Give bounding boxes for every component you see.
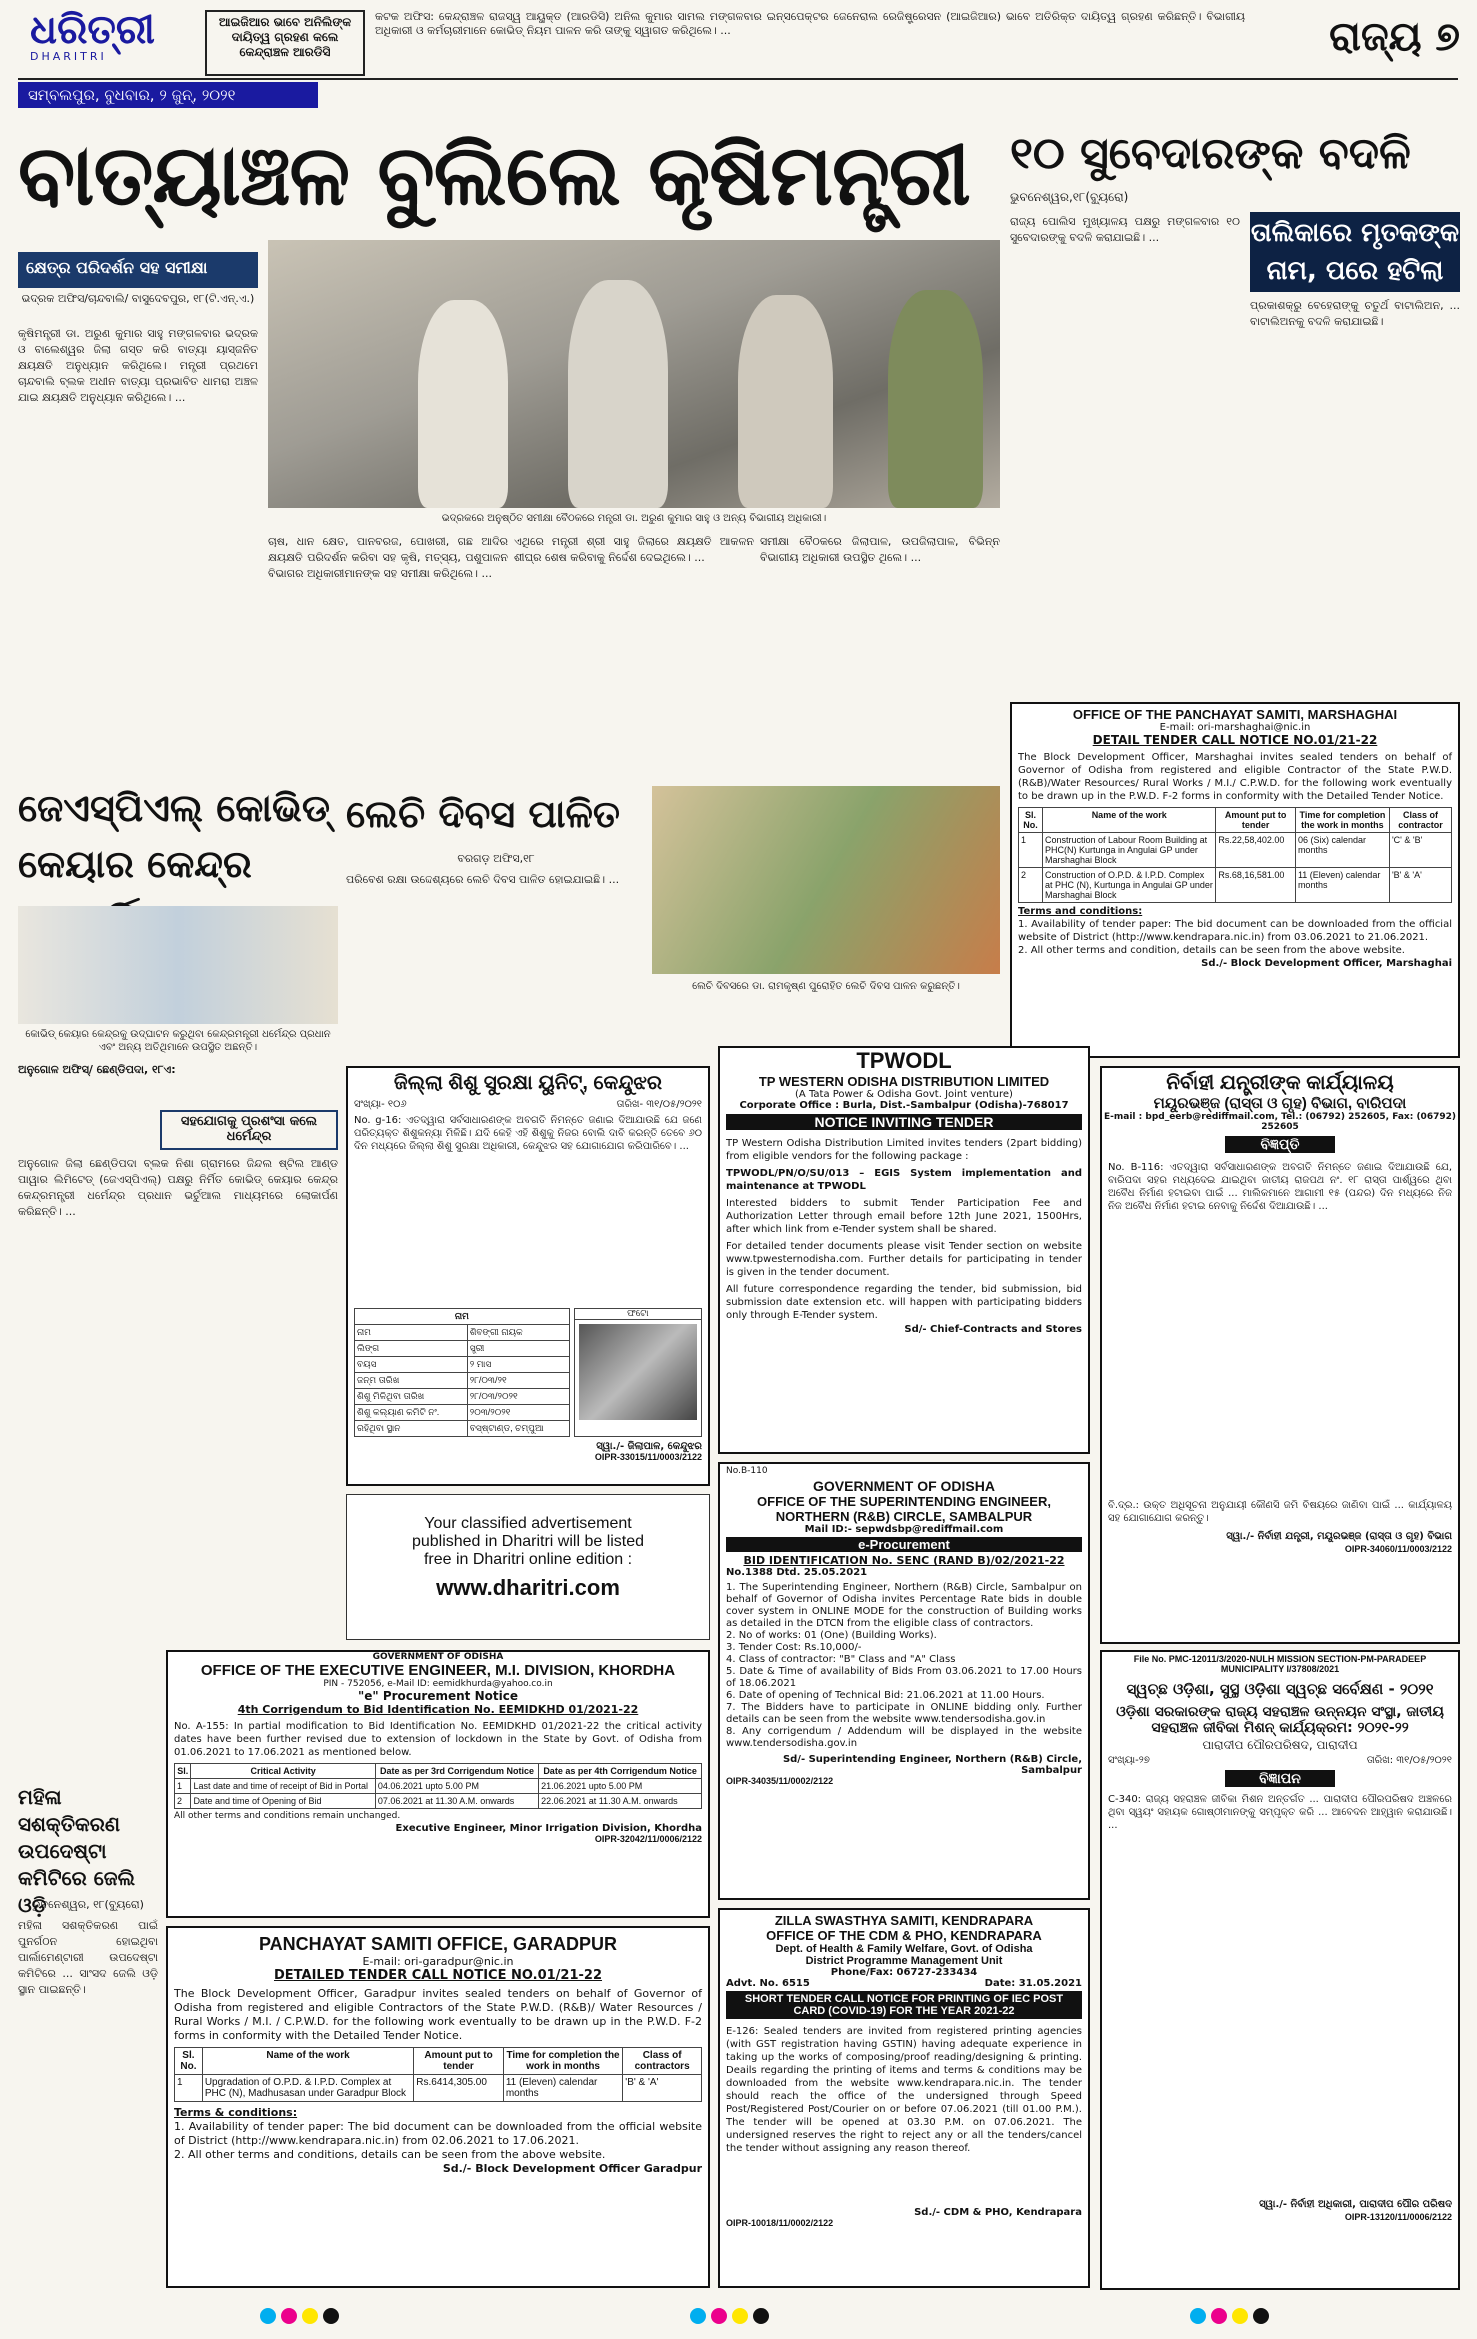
letu-body: ପରିବେଶ ରକ୍ଷା ଉଦ୍ଦେଶ୍ୟରେ ଲେଚି ଦିବସ ପାଳିତ ହୋଇଯାଇଛି। ... [346, 873, 620, 886]
table-cell: ଶିବଙ୍ଗୀ ନାୟକ [467, 1325, 569, 1341]
table-row [1019, 833, 1452, 868]
table-cell: ନାମ [355, 1325, 468, 1341]
ad-garadpur [166, 1926, 710, 2288]
table-row [355, 1325, 570, 1341]
ad-signature: Sd/- Chief-Contracts and Stores [904, 1324, 1082, 1335]
table-cell: 'B' & 'A' [623, 2075, 702, 2102]
lead-body-col-4: ସମୀକ୍ଷା ବୈଠକରେ ଜିଲାପାଳ, ଉପଜିଲାପାଳ, ବିଭିନ୍ନ ବିଭାଗୀୟ ଅଧିକାରୀ ଉପସ୍ଥିତ ଥିଲେ। ... [760, 535, 1000, 564]
photo-label: ଫଟୋ [575, 1309, 701, 1320]
magenta-mark [281, 2308, 297, 2324]
table-cell: Rs.22,58,402.00 [1216, 833, 1296, 868]
ad-bid-id: BID IDENTIFICATION No. SENC (RAND B)/02/2021-22 [743, 1554, 1065, 1567]
ad-khordha [166, 1650, 710, 1918]
ad-email: E-mail: ori-marshaghai@nic.in [1159, 722, 1311, 733]
ad-classified-promo [346, 1494, 710, 1640]
section-page-label: ରାଜ୍ୟ ୭ [1329, 14, 1460, 60]
ad-label: ବିଜ୍ଞାପନ [1225, 1770, 1335, 1787]
lead-photo-caption: ଭଦ୍ରକରେ ଅନୁଷ୍ଠିତ ସମୀକ୍ଷା ବୈଠକରେ ମନ୍ତ୍ରୀ ଡା. ଅରୁଣ କୁମାର ସାହୁ ଓ ଅନ୍ୟ ବିଭାଗୀୟ ଅଧିକାରୀ। [441, 513, 827, 524]
ad-title: OFFICE OF THE EXECUTIVE ENGINEER, M.I. DIVISION, KHORDHA [200, 1662, 676, 1679]
ad-item: 6. Date of opening of Technical Bid: 21.06.2021 at 11.00 Hours. [726, 1690, 1045, 1701]
table-header: Time for completion the work in months [503, 2048, 622, 2075]
ad-title: ଜିଲ୍ଲା ଶିଶୁ ସୁରକ୍ଷା ୟୁନିଟ୍, କେନ୍ଦୁଝର [393, 1072, 663, 1094]
lead-byline: ଭଦ୍ରକ ଅଫିସ/ଚାନ୍ଦବାଲି/ ବାସୁଦେବପୁର, ୧୮(ଟି.ଏନ୍.ଏ.) [21, 292, 255, 305]
table-cell: ୨୮/୦୩/୨୧ [467, 1373, 569, 1389]
ad-banner: SHORT TENDER CALL NOTICE FOR PRINTING OF IEC POST CARD (COVID-19) FOR THE YEAR 2021-22 [726, 1991, 1082, 2019]
black-mark [753, 2308, 769, 2324]
ad-body: No. g-16: ଏତଦ୍ୱାରା ସର୍ବସାଧାରଣଙ୍କ ଅବଗତି ନିମନ୍ତେ ଜଣାଇ ଦିଆଯାଉଛି ଯେ ଜଣେ ପରିତ୍ୟକ୍ତ ଶିଶୁକନ୍ୟା ମିଳିଛି। ଯଦି କେହି ଏହି ଶିଶୁକୁ ନିଜର ବୋଲି ଦାବି କରନ୍ତି ତେବେ ୬୦ ଦିନ ମଧ୍ୟରେ ଜିଲ୍ଲା ଶିଶୁ ସୁରକ୍ଷା ଅଧିକାରୀ, କେନ୍ଦୁଝର ସହ ଯୋଗାଯୋଗ କରିପାରିବେ। ... [354, 1115, 702, 1152]
table-header: Amount put to tender [1216, 808, 1296, 833]
lead-body-col-2: ଚାଷ, ଧାନ କ୍ଷେତ, ପାନବରଜ, ପୋଖରୀ, ଗଛ ଆଦିର କ୍ଷୟକ୍ଷତି ପରିଦର୍ଶନ କରିବା ସହ କୃଷି, ମତ୍ସ୍ୟ, ପଶୁପାଳନ ବିଭାଗର ଅଧିକାରୀମାନଙ୍କ ସହ ସମୀକ୍ଷା କରିଥିଲେ। ... [268, 535, 508, 580]
ad-pin: PIN - 752056, e-Mail ID: eemidkhurda@yahoo.co.in [323, 1679, 553, 1689]
table-header: Class of contractors [623, 2048, 702, 2075]
table-header: Class of contractor [1389, 808, 1451, 833]
table-cell: ଶିଶୁ ମିଳିଥିବା ତାରିଖ [355, 1389, 468, 1405]
mahila-body: ମହିଳା ସଶକ୍ତିକରଣ ପାଇଁ ପୁନର୍ଗଠନ ହୋଇଥିବା ପାର୍ଲାମେଣ୍ଟାରୀ ଉପଦେଷ୍ଟା କମିଟିରେ ... ସାଂସଦ ଜେଲି ଓଡ଼ି ସ୍ଥାନ ପାଇଛନ୍ତି। [18, 1919, 158, 1996]
covid-byline: ଅନୁଗୋଳ ଅଫିସ୍/ ଛେଣ୍ଡିପଦା, ୧୮ଏ: [18, 1063, 176, 1076]
table-cell: 1 [1019, 833, 1043, 868]
table-cell: 'C' & 'B' [1389, 833, 1451, 868]
table-row [355, 1373, 570, 1389]
black-mark [1253, 2308, 1269, 2324]
table-header: Critical Activity [191, 1764, 375, 1779]
table-cell: 11 (Eleven) calendar months [1295, 868, 1389, 903]
ad-signature: Sd/- Superintending Engineer, Northern (R&B) Circle, Sambalpur [782, 1754, 1082, 1776]
table-header: Time for completion the work in months [1295, 808, 1389, 833]
logo-subtext: DHARITRI [30, 50, 107, 63]
mahila-dateline: ଭୁବନେଶ୍ୱର, ୧୮(ବ୍ୟୁରୋ) [32, 1898, 144, 1911]
cyan-mark [260, 2308, 276, 2324]
ad-title: ନିର୍ବାହୀ ଯନ୍ତ୍ରୀଙ୍କ କାର୍ଯ୍ୟାଳୟ [1166, 1072, 1394, 1094]
yellow-mark [1232, 2308, 1248, 2324]
table-row [355, 1389, 570, 1405]
ad-file-no: File No. PMC-12011/3/2020-NULH MISSION SECTION-PM-PARADEEP MUNICIPALITY I/37808/2021 [1133, 1654, 1427, 1674]
yellow-mark [732, 2308, 748, 2324]
table-cell: 11 (Eleven) calendar months [503, 2075, 622, 2102]
ad-subtitle: (A Tata Power & Odisha Govt. Joint venture) [795, 1089, 1013, 1100]
letu-caption: ଲେଚି ଦିବସରେ ଡା. ରାମକୃଷ୍ଣ ପୁରୋହିତ ଲେଚି ଦିବସ ପାଳନ କରୁଛନ୍ତି। [692, 981, 960, 992]
ad-subtitle: OFFICE OF THE SUPERINTENDING ENGINEER, NORTHERN (R&B) CIRCLE, SAMBALPUR [757, 1494, 1051, 1524]
ad-signature: Sd./- Block Development Officer, Marshaghai [1201, 958, 1452, 969]
ad-paradeep [1100, 1650, 1460, 2290]
letu-photo [652, 786, 1000, 974]
ad-item: 4. Class of contractor: "B" Class and "A" Class [726, 1654, 956, 1665]
ad-title: GOVERNMENT OF ODISHA [812, 1478, 995, 1494]
table-cell: ଶିଶୁ କଲ୍ୟାଣ କମିଟି ନଂ. [355, 1405, 468, 1421]
letu-byline: ବରଗଡ଼ ଅଫିସ,୧୮ [457, 852, 535, 865]
ad-proc: "e" Procurement Notice [358, 1689, 518, 1703]
ad-corrigendum: 4th Corrigendum to Bid Identification No. EEMIDKHD 01/2021-22 [237, 1703, 639, 1716]
ad-title: ZILLA SWASTHYA SAMITI, KENDRAPARA [774, 1913, 1034, 1928]
lead-photo [268, 240, 1000, 508]
promo-line: Your classified advertisement [424, 1515, 632, 1532]
ad-oipr: OIPR-33015/11/0003/2122 [594, 1452, 702, 1462]
ad-ref: No.1388 Dtd. 25.05.2021 [726, 1567, 868, 1578]
print-color-marks [1190, 2308, 1310, 2328]
ad-tpwodl [718, 1046, 1090, 1454]
ad-para: TP Western Odisha Distribution Limited invites tenders (2part bidding) from eligible vendors for the following package : [726, 1138, 1082, 1162]
ad-title: ଓଡ଼ିଶା ସରକାରଙ୍କ ରାଜ୍ୟ ସହରାଞ୍ଚଳ ଉନ୍ନୟନ ସଂସ୍ଥା, ଜାତୀୟ ସହରାଞ୍ଚଳ ଜୀବିକା ମିଶନ୍ କାର୍ଯ୍ୟକ୍ରମ: ୨୦୨୧-୨୨ [1116, 1704, 1444, 1736]
ad-body: C-340: ରାଜ୍ୟ ସହରାଞ୍ଚଳ ଜୀବିକା ମିଶନ ଅନ୍ତର୍ଗତ ... ପାରାଦୀପ ପୌରପରିଷଦ ଅଞ୍ଚଳରେ ଥିବା ସ୍ୱୟଂ ସହାୟକ ଗୋଷ୍ଠୀମାନଙ୍କୁ ସମ୍ପୃକ୍ତ କରି ... ଆବେଦନ ଆହ୍ୱାନ କରାଯାଉଛି। ... [1108, 1794, 1452, 1831]
table-cell: 1 [175, 1779, 191, 1794]
ad-body: No. B-116: ଏତଦ୍ୱାରା ସର୍ବସାଧାରଣଙ୍କ ଅବଗତି ନିମନ୍ତେ ଜଣାଇ ଦିଆଯାଉଛି ଯେ, ବାରିପଦା ସହର ମଧ୍ୟଦେଇ ଯାଇଥିବା ଜାତୀୟ ରାଜପଥ ନଂ. ୧୮ ରାସ୍ତା ପାର୍ଶ୍ୱରେ ଥିବା ଅବୈଧ ନିର୍ମାଣ ହଟାଇବା ପାଇଁ ... ମାଲିକମାନେ ଆଗାମୀ ୧୫ (ପନ୍ଦର) ଦିନ ମଧ୍ୟରେ ନିଜ ନିଜ ଅବୈଧ ନିର୍ମାଣ ହଟାଇ ନେବାକୁ ନିର୍ଦ୍ଦେଶ ଦିଆଯାଉଛି। ... [1108, 1162, 1452, 1212]
table-row [355, 1357, 570, 1373]
table-cell: Rs.68,16,581.00 [1216, 868, 1296, 903]
cyan-mark [1190, 2308, 1206, 2324]
ad-dept: Dept. of Health & Family Welfare, Govt. of Odisha [775, 1943, 1033, 1955]
table-cell: 22.06.2021 at 11.30 A.M. onwards [539, 1794, 702, 1809]
photo-person [888, 290, 983, 508]
ad-item: 7. The Bidders have to participate in ONLINE bidding only. Further details can be seen from the website www.tendersodisha.gov.in [726, 1702, 1082, 1725]
lead-body-col-3: ଏଥିରେ ମନ୍ତ୍ରୀ ଶ୍ରୀ ସାହୁ ଜିଲାରେ କ୍ଷୟକ୍ଷତି ଆକଳନ ଶୀଘ୍ର ଶେଷ କରିବାକୁ ନିର୍ଦ୍ଦେଶ ଦେଇଥିଲେ। ... [514, 535, 754, 564]
ad-date: ତାରିଖ: ୩୧/୦୫/୨୦୨୧ [1366, 1755, 1452, 1766]
ad-gov: GOVERNMENT OF ODISHA [372, 1652, 504, 1662]
ad-contact: E-mail : bpd_eerb@rediffmail.com, Tel.: (06792) 252605, Fax: (06792) 252605 [1104, 1112, 1456, 1132]
second-headline: ୧୦ ସୁବେଦାରଙ୍କ ବଦଳି [1010, 128, 1411, 179]
tender-table [174, 2047, 702, 2102]
ad-title: PANCHAYAT SAMITI OFFICE, GARADPUR [258, 1934, 618, 1954]
ad-note: All other terms and conditions remain unchanged. [174, 1811, 401, 1821]
ad-signature: ସ୍ୱା./- ନିର୍ବାହୀ ଯନ୍ତ୍ରୀ, ମୟୂରଭଞ୍ଜ (ରାସ୍ତା ଓ ଗୃହ) ବିଭାଗ [1226, 1531, 1452, 1542]
ad-body: E-126: Sealed tenders are invited from registered printing agencies (with GST registration having GSTIN) having adequate experience in taking up the works of composing/proof reading/designing & printing. Deails regarding the printing of items and terms & conditions may be downloaded from the website www.kendrapara.nic.in. The tender should reach the office of the undersigned through Speed Post/Registered Post/Courier on or before 07.06.2021 (till 01.00 P.M.). The tender will be opened at 03.30 P.M. on 07.06.2021. The undersigned reserves the right to reject any or all the tenders/cancel the tender without assigning any reason thereof. [726, 2026, 1082, 2154]
photo-person [568, 280, 668, 508]
ad-signature: Sd./- CDM & PHO, Kendrapara [914, 2207, 1082, 2218]
terms-title: Terms and conditions: [1018, 906, 1143, 917]
covid-highlight-box: ସହଯୋଗକୁ ପ୍ରଶଂସା କଲେ ଧର୍ମେନ୍ଦ୍ର [160, 1110, 338, 1150]
ad-para: For detailed tender documents please visit Tender section on website www.tpwesternodisha.com. Further details for participating in tender is given in the tender document. [726, 1241, 1082, 1278]
lead-body-col-1: କୃଷିମନ୍ତ୍ରୀ ଡା. ଅରୁଣ କୁମାର ସାହୁ ମଙ୍ଗଳବାର ଭଦ୍ରକ ଓ ବାଲେଶ୍ୱର ଜିଲା ଗସ୍ତ କରି ବାତ୍ୟା ୟାସ୍‌ଜନିତ କ୍ଷୟକ୍ଷତି ଅନୁଧ୍ୟାନ କରିଥିଲେ। ମନ୍ତ୍ରୀ ପ୍ରଥମେ ଚାନ୍ଦବାଲି ବ୍ଲକ ଅଧୀନ ବାତ୍ୟା ପ୍ରଭାବିତ ଧାମରା ଅଞ୍ଚଳ ଯାଇ କ୍ଷୟକ୍ଷତି ଅନୁଧ୍ୟାନ କରିଥିଲେ। ... [18, 327, 258, 404]
ad-title: OFFICE OF THE PANCHAYAT SAMITI, MARSHAGHAI [1072, 707, 1398, 722]
table-cell: ରହିଥିବା ସ୍ଥାନ [355, 1421, 468, 1437]
print-color-marks [690, 2308, 810, 2328]
table-cell: 21.06.2021 upto 5.00 PM [539, 1779, 702, 1794]
ad-notice-no: DETAIL TENDER CALL NOTICE NO.01/21-22 [1092, 733, 1378, 747]
lead-subhead: କ୍ଷେତ୍ର ପରିଦର୍ଶନ ସହ ସମୀକ୍ଷା [18, 252, 258, 288]
table-header: Name of the work [202, 2048, 413, 2075]
terms-line: 1. Availability of tender paper: The bid document can be downloaded from the official website of District (http://www.kendrapara.nic.in) from 02.06.2021 to 17.06.2021. [174, 2120, 702, 2147]
terms-line: 2. All other terms and condition, details can be seen from the above website. [1018, 945, 1405, 956]
tender-table [1018, 807, 1452, 903]
second-body-col-1: ରାଜ୍ୟ ପୋଲିସ ମୁଖ୍ୟାଳୟ ପକ୍ଷରୁ ମଙ୍ଗଳବାର ୧୦ ସୁବେଦାରଙ୍କୁ ବଦଳି କରାଯାଇଛି। ... [1010, 215, 1240, 244]
table-cell: Rs.6414,305.00 [414, 2075, 504, 2102]
ad-unit: District Programme Management Unit [805, 1955, 1003, 1967]
ad-oipr: OIPR-13120/11/0006/2122 [1344, 2212, 1452, 2222]
promo-line: free in Dharitri online edition : [423, 1551, 633, 1568]
table-cell: 2 [1019, 868, 1043, 903]
ad-note: ବି.ଦ୍ର.: ଉକ୍ତ ଅଧିସୂଚନା ଅନୁଯାୟୀ କୌଣସି ଜମି ବିଷୟରେ ଜାଣିବା ପାଇଁ ... କାର୍ଯ୍ୟାଳୟ ସହ ଯୋଗାଯୋଗ କରନ୍ତୁ। [1108, 1500, 1452, 1524]
table-cell: Construction of O.P.D. & I.P.D. Complex at PHC (N), Kurtunga in Angulai GP under Marshaghai Block [1043, 868, 1216, 903]
ad-label: ବିଜ୍ଞପ୍ତି [1225, 1136, 1335, 1153]
table-header: Amount put to tender [414, 2048, 504, 2075]
second-body-col-2: ପ୍ରକାଶକ୍ରୁ ବେହେରାଙ୍କୁ ଚତୁର୍ଥ ବାଟାଲିଅନ, ... ବାଟାଲିଅନକୁ ବଦଳି କରାଯାଇଛି। [1250, 299, 1460, 328]
child-details-table [354, 1308, 570, 1437]
ad-number: ସଂଖ୍ୟା-୨୭ [1108, 1755, 1150, 1766]
top-news-brief: କଟକ ଅଫିସ: କେନ୍ଦ୍ରାଞ୍ଚଳ ରାଜସ୍ୱ ଆୟୁକ୍ତ (ଆରଡିସି) ଅନିଲ କୁମାର ସାମଲ ମଙ୍ଗଳବାର ଇନ୍‌ସପେକ୍ଟର ଜେନେରାଲ ରେଜିଷ୍ଟ୍ରେସନ (ଆଇଜିଆର) ଭାବେ ଅତିରିକ୍ତ ଦାୟିତ୍ୱ ଗ୍ରହଣ କରିଛନ୍ତି। ବିଭାଗୀୟ ଅଧିକାରୀ ଓ କର୍ମଚାରୀମାନେ କୋଭିଡ୍ ନିୟମ ପାଳନ କରି ତାଙ୍କୁ ସ୍ୱାଗତ କରିଥିଲେ। ... [375, 10, 1245, 37]
table-header: Date as per 4th Corrigendum Notice [539, 1764, 702, 1779]
ad-text: The Block Development Officer, Garadpur invites sealed tenders on behalf of Governor of Odisha from registered and eligible Contractors of the State P.W.D. (R&B)/ Water Resources / Rural Works / M.I. / C.P.W.D. for the following work eventually to be drawn up in the P.W.D. F-2 forms in conformity with the Detailed Tender Notice. [174, 1987, 702, 2042]
ad-subtitle: OFFICE OF THE CDM & PHO, KENDRAPARA [766, 1928, 1042, 1943]
ad-kendrapara [718, 1908, 1090, 2288]
table-row [175, 1779, 702, 1794]
logo-text: ଧରିତ୍ରୀ [30, 7, 155, 53]
ad-item: 5. Date & Time of availability of Bids From 03.06.2021 to 17.00 Hours of 18.06.2021 [726, 1666, 1082, 1689]
ad-para: TPWODL/PN/O/SU/013 – EGIS System implementation and maintenance at TPWODL [726, 1168, 1082, 1192]
ad-office: ପାରାଦୀପ ପୌରପରିଷଦ, ପାରାଦୀପ [1202, 1738, 1358, 1752]
second-dateline: ଭୁବନେଶ୍ୱର,୧୮(ବ୍ୟୁରୋ) [1010, 190, 1129, 204]
table-header: Name of the work [1043, 808, 1216, 833]
ad-text: The Block Development Officer, Marshaghai invites sealed tenders on behalf of Governor of Odisha from registered and eligible Contractor of the State P.W.D. (R&B)/Water Resources/ Rural Works / M.I./ C.P.W.D. for the following work eventually to be drawn up in the P.W.D. F-2 forms in conformity with the Detailed Tender Notice. [1018, 752, 1452, 802]
ad-item: 8. Any corrigendum / Addendum will be displayed in the website www.tendersodisha.gov.in [726, 1726, 1082, 1749]
table-header: Date as per 3rd Corrigendum Notice [375, 1764, 538, 1779]
ad-para: All future correspondence regarding the tender, bid submission, bid submission date extension etc. will happen with participating bidders only through E-Tender system. [726, 1284, 1082, 1321]
magenta-mark [711, 2308, 727, 2324]
ad-oipr: OIPR-10018/11/0002/2122 [726, 2218, 834, 2228]
terms-line: 2. All other terms and conditions, details can be seen from the above website. [174, 2148, 606, 2161]
ad-title: TP WESTERN ODISHA DISTRIBUTION LIMITED [758, 1074, 1050, 1089]
black-mark [323, 2308, 339, 2324]
table-cell: ୨ ମାସ [467, 1357, 569, 1373]
ad-brand: TPWODL [856, 1048, 952, 1073]
critical-dates-table [174, 1763, 702, 1809]
yellow-mark [302, 2308, 318, 2324]
table-cell: ଲିଙ୍ଗ [355, 1341, 468, 1357]
ad-subtitle: ମୟୂରଭଞ୍ଜ (ରାସ୍ତା ଓ ଗୃହ) ବିଭାଗ, ବାରିପଦା [1153, 1095, 1407, 1112]
table-cell: 'B' & 'A' [1389, 868, 1451, 903]
ad-date: ତାରିଖ- ୩୧/୦୫/୨୦୨୧ [616, 1099, 702, 1110]
photo-person [418, 300, 508, 508]
table-cell: 04.06.2021 upto 5.00 PM [375, 1779, 538, 1794]
lead-headline: ବାତ୍ୟାଞ୍ଚଳ ବୁଲିଲେ କୃଷିମନ୍ତ୍ରୀ [18, 126, 970, 224]
table-cell: 06 (Six) calendar months [1295, 833, 1389, 868]
table-cell: Last date and time of receipt of Bid in Portal [191, 1779, 375, 1794]
table-header: ନାମ [355, 1309, 570, 1325]
terms-title: Terms & conditions: [174, 2106, 298, 2119]
ad-text: No. A-155: In partial modification to Bid Identification No. EEMIDKHD 01/2021-22 the critical activity dates have been further revised due to extension of lockdown in the State by Govt. of Odisha from 01.06.2021 to 17.06.2021 as mentioned below. [174, 1721, 702, 1758]
dharitri-logo [30, 7, 180, 66]
ad-signature: ସ୍ୱା./- ନିର୍ବାହୀ ଅଧିକାରୀ, ପାରାଦୀପ ପୌର ପରିଷଦ [1259, 2199, 1452, 2210]
child-photo [579, 1324, 697, 1420]
ad-item: 1. The Superintending Engineer, Northern (R&B) Circle, Sambalpur on behalf of Governor of Odisha invites Percentage Rate bids in double cover system in ONLINE MODE for the construction of Building works as detailed in the DTCN from the eligible class of contractors. [726, 1582, 1082, 1629]
ad-email: E-mail: ori-garadpur@nic.in [362, 1955, 514, 1968]
ad-signature: Executive Engineer, Minor Irrigation Division, Khordha [395, 1823, 702, 1834]
ad-child-protection [346, 1066, 710, 1486]
table-cell: 07.06.2021 at 11.30 A.M. onwards [375, 1794, 538, 1809]
table-row [175, 1794, 702, 1809]
table-header: Sl. [175, 1764, 191, 1779]
table-cell: Upgradation of O.P.D. & I.P.D. Complex at PHC (N), Madhusasan under Garadpur Block [202, 2075, 413, 2102]
ad-date: Date: 31.05.2021 [984, 1978, 1082, 1989]
ad-item: 3. Tender Cost: Rs.10,000/- [726, 1642, 862, 1653]
ad-signature: Sd./- Block Development Officer Garadpur [442, 2162, 702, 2175]
covid-photo-caption: କୋଭିଡ୍ କେୟାର କେନ୍ଦ୍ରକୁ ଉଦ୍‌ଘାଟନ କରୁଥିବା କେନ୍ଦ୍ରମନ୍ତ୍ରୀ ଧର୍ମେନ୍ଦ୍ର ପ୍ରଧାନ ଏବଂ ଅନ୍ୟ ଅତିଥିମାନେ ଉପସ୍ଥିତ ଅଛନ୍ତି। [25, 1029, 331, 1053]
mahila-headline: ମହିଳା ସଶକ୍ତିକରଣ ଉପଦେଷ୍ଟା କମିଟିରେ ଜେଲି ଓଡ଼ି [18, 1785, 135, 1917]
ad-notice-banner: NOTICE INVITING TENDER [726, 1114, 1082, 1130]
ad-number: ସଂଖ୍ୟା- ୧୦୬ [354, 1099, 407, 1110]
ad-banner: ସ୍ୱଚ୍ଛ ଓଡ଼ିଶା, ସୁସ୍ଥ ଓଡ଼ିଶା ସ୍ୱଚ୍ଛ ସର୍ବେକ୍ଷଣ - ୨୦୨୧ [1126, 1680, 1434, 1698]
table-cell: 2 [175, 1794, 191, 1809]
ad-number: No.B-110 [726, 1466, 768, 1476]
table-row [355, 1341, 570, 1357]
ad-signature: ସ୍ୱା./- ଜିଲାପାଳ, କେନ୍ଦୁଝର [596, 1441, 702, 1452]
print-color-marks [260, 2308, 380, 2328]
covid-headline: ଜେଏସ୍‌ପିଏଲ୍ କୋଭିଡ୍ କେୟାର କେନ୍ଦ୍ର [18, 786, 331, 886]
table-header: Sl. No. [1019, 808, 1043, 833]
table-cell: ବସ୍‌ଷ୍ଟାଣ୍ଡ, ଚମ୍ପୁଆ [467, 1421, 569, 1437]
ad-mayurbhanj [1100, 1066, 1460, 1644]
table-row [355, 1405, 570, 1421]
table-row [1019, 868, 1452, 903]
magenta-mark [1211, 2308, 1227, 2324]
ad-notice-no: DETAILED TENDER CALL NOTICE NO.01/21-22 [273, 1968, 603, 1983]
ad-phone: Phone/Fax: 06727-233434 [830, 1967, 978, 1978]
promo-url[interactable]: www.dharitri.com [436, 1575, 620, 1600]
table-cell: ବୟସ [355, 1357, 468, 1373]
ad-office: Corporate Office : Burla, Dist.-Sambalpur (Odisha)-768017 [739, 1100, 1069, 1111]
table-cell: ୨୦୩/୨୦୨୧ [467, 1405, 569, 1421]
ad-marshaghai-tender [1010, 702, 1460, 1058]
table-header: Sl. No. [175, 2048, 203, 2075]
table-cell: ୨୮/୦୩/୨୦୨୧ [467, 1389, 569, 1405]
ad-mail: Mail ID:- sepwdsbp@rediffmail.com [804, 1524, 1004, 1535]
boxed-top-headline: ଆଇଜିଆର ଭାବେ ଅନିଲିଙ୍କ ଦାୟିତ୍ୱ ଗ୍ରହଣ କଲେ କେନ୍ଦ୍ରାଞ୍ଚଳ ଆରଡିସି [205, 10, 365, 76]
table-cell: Construction of Labour Room Building at PHC(N) Kurtunga in Angulai GP under Marshaghai Block [1043, 833, 1216, 868]
terms-line: 1. Availability of tender paper: The bid document can be downloaded from the official website of District (http://www.kendrapara.nic.in) from 03.06.2021 to 21.06.2021. [1018, 919, 1452, 943]
letu-headline: ଲେଚି ଦିବସ ପାଳିତ [346, 792, 621, 836]
table-cell: Date and time of Opening of Bid [191, 1794, 375, 1809]
ad-para: Interested bidders to submit Tender Participation Fee and Authorization Letter through email before 12th June 2021, 1500Hrs, after which link from e-Tender system shall be shared. [726, 1198, 1082, 1235]
ad-oipr: OIPR-32042/11/0006/2122 [594, 1834, 702, 1844]
ad-oipr: OIPR-34060/11/0003/2122 [1344, 1544, 1452, 1554]
issue-date: ସମ୍ବଲପୁର, ବୁଧବାର, ୨ ଜୁନ୍, ୨୦୨୧ [18, 82, 318, 108]
ad-item: 2. No of works: 01 (One) (Building Works). [726, 1630, 937, 1641]
table-cell: 1 [175, 2075, 203, 2102]
cyan-mark [690, 2308, 706, 2324]
covid-body: ଅନୁଗୋଳ ଜିଲା ଛେଣ୍ଡିପଦା ବ୍ଲକ ନିଶା ଗ୍ରାମରେ ଜିନ୍ଦଲ ଷ୍ଟିଲ ଆଣ୍ଡ ପାୱାର ଲିମିଟେଡ୍ (ଜେଏସ୍‌ପିଏଲ୍) ପକ୍ଷରୁ ନିର୍ମିତ କୋଭିଡ୍ କେୟାର କେନ୍ଦ୍ର କେନ୍ଦ୍ରମନ୍ତ୍ରୀ ଧର୍ମେନ୍ଦ୍ର ପ୍ରଧାନ ଭର୍ଚୁଆଲ ମାଧ୍ୟମରେ ଲୋକାର୍ପଣ କରିଛନ୍ତି। ... [18, 1157, 338, 1218]
ad-oipr: OIPR-34035/11/0002/2122 [726, 1776, 834, 1786]
ad-advt-no: Advt. No. 6515 [726, 1978, 810, 1989]
covid-photo [18, 906, 338, 1024]
promo-line: published in Dharitri will be listed [411, 1533, 645, 1550]
table-cell: ଜନ୍ମ ତାରିଖ [355, 1373, 468, 1389]
photo-person [738, 295, 833, 508]
table-row [355, 1421, 570, 1437]
table-cell: ସ୍ତ୍ରୀ [467, 1341, 569, 1357]
ad-sambalpur-se [718, 1462, 1090, 1900]
second-boxed-highlight: ତାଲିକାରେ ମୃତକଙ୍କ ନାମ, ପରେ ହଟିଲା [1250, 212, 1460, 292]
table-row [175, 2075, 702, 2102]
ad-eproc-banner: e-Procurement [726, 1537, 1082, 1552]
